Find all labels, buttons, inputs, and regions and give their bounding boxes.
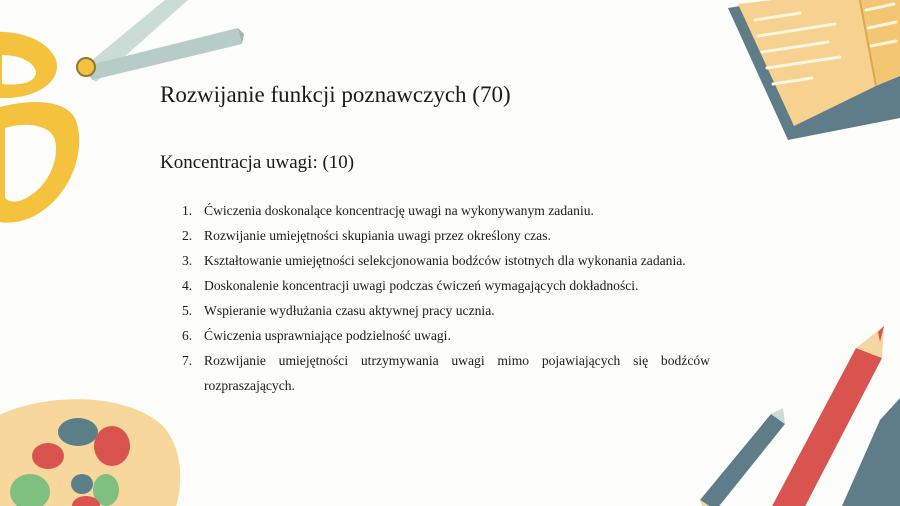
list-item-text: Wspieranie wydłużania czasu aktywnej pracy ucznia.	[204, 303, 495, 318]
slide-title: Rozwijanie funkcji poznawczych (70)	[160, 82, 511, 107]
list-item-number: 2.	[182, 228, 193, 243]
list-item-text: Doskonalenie koncentracji uwagi podczas ćwiczeń wymagających dokładności.	[204, 278, 639, 293]
list-item	[182, 248, 710, 273]
list-item-number: 6.	[182, 328, 193, 343]
book-icon	[728, 0, 900, 140]
list-item	[182, 273, 710, 298]
list-item-text: Rozwijanie umiejętności skupiania uwagi przez określony czas.	[204, 228, 551, 243]
list-item-number: 1.	[182, 203, 193, 218]
section-subtitle: Koncentracja uwagi: (10)	[160, 152, 355, 173]
list-item	[182, 223, 710, 248]
list-item-number: 7.	[182, 353, 193, 368]
list-item	[182, 298, 710, 323]
list-item-number: 5.	[182, 303, 193, 318]
list-item-text: Ćwiczenia doskonalące koncentrację uwagi na wykonywanym zadaniu.	[204, 203, 594, 218]
scissors-icon	[0, 0, 244, 223]
list-item-text: Kształtowanie umiejętności selekcjonowania bodźców istotnych dla wykonania zadania.	[204, 253, 686, 268]
list-item	[182, 323, 710, 348]
list-item-number: 3.	[182, 253, 193, 268]
list-item-text: Ćwiczenia usprawniające podzielność uwagi.	[204, 328, 451, 343]
list-item-number: 4.	[182, 278, 193, 293]
pencils-icon	[700, 326, 900, 506]
paint-palette-icon	[0, 399, 180, 506]
numbered-list	[182, 198, 710, 398]
list-item	[182, 198, 710, 223]
list-item-text: Rozwijanie umiejętności utrzymywania uwagi mimo pojawiających się bodźców rozpraszających.	[204, 353, 710, 393]
list-item	[182, 348, 710, 398]
